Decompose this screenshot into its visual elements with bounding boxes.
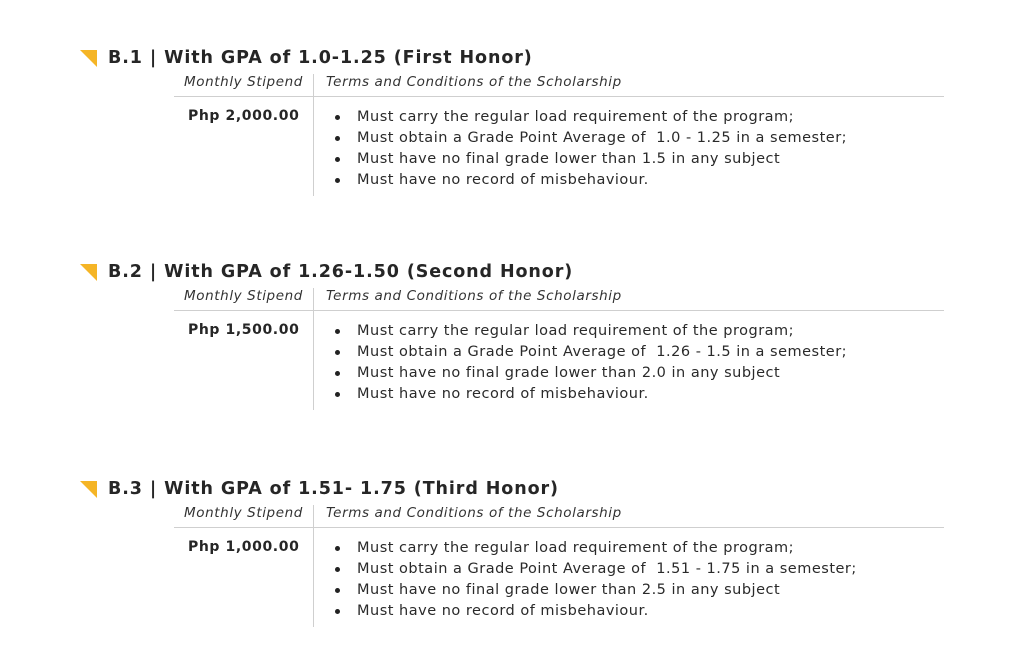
list-item	[333, 107, 847, 128]
section-title: B.1 | With GPA of 1.0-1.25 (First Honor)	[108, 48, 533, 68]
term-text: Must obtain a Grade Point Average of 1.51 - 1.75 in a semester;	[357, 561, 857, 577]
section-heading	[80, 46, 533, 70]
section-title: B.3 | With GPA of 1.51- 1.75 (Third Honor)	[108, 479, 559, 499]
list-item	[333, 384, 847, 405]
table-header-divider	[174, 310, 944, 311]
terms-header: Terms and Conditions of the Scholarship	[326, 74, 622, 90]
table-column-divider	[313, 74, 314, 196]
table-column-divider	[313, 288, 314, 410]
list-item	[333, 580, 857, 601]
table-header-divider	[174, 96, 944, 97]
list-item	[333, 170, 847, 191]
triangle-marker-icon	[80, 264, 97, 281]
bullet-icon	[335, 329, 340, 334]
bullet-icon	[335, 546, 340, 551]
bullet-icon	[335, 178, 340, 183]
bullet-icon	[335, 567, 340, 572]
section-heading	[80, 260, 573, 284]
terms-header: Terms and Conditions of the Scholarship	[326, 505, 622, 521]
stipend-amount: Php 1,500.00	[188, 322, 300, 338]
terms-list	[333, 538, 857, 622]
list-item	[333, 538, 857, 559]
bullet-icon	[335, 588, 340, 593]
monthly-stipend-header: Monthly Stipend	[184, 74, 303, 90]
bullet-icon	[335, 350, 340, 355]
bullet-icon	[335, 157, 340, 162]
table-header-divider	[174, 527, 944, 528]
term-text: Must obtain a Grade Point Average of 1.26 - 1.5 in a semester;	[357, 344, 848, 360]
list-item	[333, 601, 857, 622]
monthly-stipend-header: Monthly Stipend	[184, 288, 303, 304]
term-text: Must have no record of misbehaviour.	[357, 603, 649, 619]
section-title: B.2 | With GPA of 1.26-1.50 (Second Honor)	[108, 262, 574, 282]
term-text: Must have no final grade lower than 2.5 in any subject	[357, 582, 781, 598]
stipend-amount: Php 2,000.00	[188, 108, 300, 124]
bullet-icon	[335, 115, 340, 120]
term-text: Must have no final grade lower than 2.0 in any subject	[357, 365, 781, 381]
list-item	[333, 321, 847, 342]
term-text: Must carry the regular load requirement of the program;	[357, 540, 795, 556]
bullet-icon	[335, 371, 340, 376]
monthly-stipend-header: Monthly Stipend	[184, 505, 303, 521]
bullet-icon	[335, 609, 340, 614]
terms-list	[333, 321, 847, 405]
triangle-marker-icon	[80, 481, 97, 498]
stipend-amount: Php 1,000.00	[188, 539, 300, 555]
bullet-icon	[335, 392, 340, 397]
section-heading	[80, 477, 559, 501]
terms-list	[333, 107, 847, 191]
term-text: Must carry the regular load requirement of the program;	[357, 109, 795, 125]
table-column-divider	[313, 505, 314, 627]
term-text: Must have no record of misbehaviour.	[357, 386, 649, 402]
triangle-marker-icon	[80, 50, 97, 67]
list-item	[333, 559, 857, 580]
term-text: Must carry the regular load requirement of the program;	[357, 323, 795, 339]
list-item	[333, 342, 847, 363]
term-text: Must obtain a Grade Point Average of 1.0 - 1.25 in a semester;	[357, 130, 848, 146]
list-item	[333, 363, 847, 384]
term-text: Must have no final grade lower than 1.5 in any subject	[357, 151, 781, 167]
bullet-icon	[335, 136, 340, 141]
list-item	[333, 149, 847, 170]
term-text: Must have no record of misbehaviour.	[357, 172, 649, 188]
terms-header: Terms and Conditions of the Scholarship	[326, 288, 622, 304]
list-item	[333, 128, 847, 149]
